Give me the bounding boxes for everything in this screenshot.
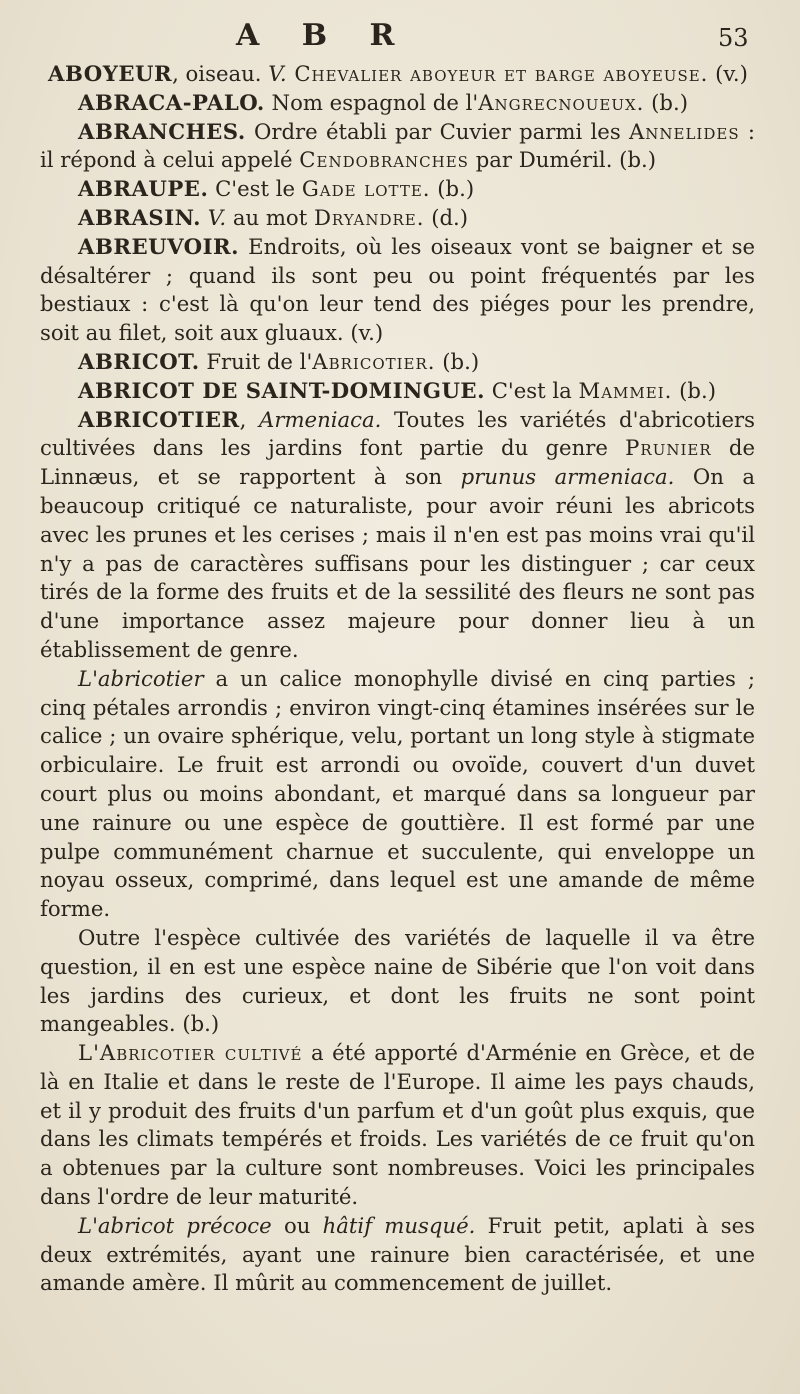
author-initial: (b.) [435, 348, 480, 374]
entry-abraupe: ABRAUPE. C'est le Gade lotte. (b.) [78, 176, 475, 202]
cross-reference: Angrecnoueux. [478, 89, 645, 115]
entry-abricot-saint-domingue: ABRICOT DE SAINT-DOMINGUE. C'est la Mammei. (b.) [78, 377, 716, 403]
headword: ABREUVOIR. [78, 233, 239, 259]
paragraph-cultivated: L'Abricotier cultivé a été apporté d'Arménie en Grèce, et de là en Italie et dans le reste de l'Europe. Il aime les pays chauds, et il y produit des fruits d'un parfum et d'un goût plus exquis, que dans les climats tempérés et froids. Les variétés de ce fruit qu'on a obtenues par la culture sont nombreuses. Voici les principales dans l'ordre de leur maturité. [40, 1040, 755, 1210]
headword: ABRANCHES. [78, 118, 246, 144]
latin-name: Armeniaca. [259, 406, 382, 432]
entry-abranches: ABRANCHES. Ordre établi par Cuvier parmi les Annelides : il répond à celui appelé Cendobranches par Duméril. (b.) [40, 118, 755, 173]
cross-reference: Prunier [625, 435, 712, 461]
running-title: A B R [236, 18, 411, 53]
cross-reference: Abricotier. [312, 348, 436, 374]
page-number: 53 [718, 24, 749, 52]
author-initial: (b.) [175, 1011, 220, 1037]
entry-aboyeur: ABOYEUR, oiseau. V. Chevalier aboyeur et barge aboyeuse. (v.) [48, 61, 748, 86]
author-initial: (b.) [644, 89, 688, 115]
page-header [0, 18, 800, 58]
headword: ABRICOT DE SAINT-DOMINGUE. [78, 377, 485, 403]
cross-reference: Gade lotte. [301, 176, 431, 202]
paragraph-varieties: Outre l'espèce cultivée des variétés de laquelle il va être question, il en est une espèce naine de Sibérie que l'on voit dans les jardins des curieux, et dont les fruits ne sont point mangeables. (b.) [40, 924, 755, 1037]
entry-abricotier: ABRICOTIER, Armeniaca. Toutes les variétés d'abricotiers cultivées dans les jardins font partie du genre Prunier de Linnæus, et se rapportent à son prunus armeniaca. On a beaucoup critiqué ce naturaliste, pour avoir réuni les abricots avec les prunes et les cerises ; mais il n'en est pas moins vrai qu'il n'y a pas de caractères suffisans pour les distinguer ; car ceux tirés de la forme des fruits et de la sessilité des fleurs ne sont pas d'une importance assez majeure pour donner lieu à un établissement de genre. [40, 406, 755, 662]
latin-name: prunus armeniaca. [460, 464, 675, 490]
headword: ABRICOT. [78, 348, 200, 374]
author-initial: (b.) [672, 377, 716, 403]
headword: ABOYEUR [48, 61, 173, 86]
cross-reference: Mammei. [578, 377, 673, 403]
cross-reference: Chevalier aboyeur et barge aboyeuse. [286, 61, 709, 86]
dictionary-text [40, 60, 755, 1298]
entry-abraca-palo: ABRACA-PALO. Nom espagnol de l'Angrecnoueux. (b.) [78, 89, 688, 115]
paragraph-precoce: L'abricot précoce ou hâtif musqué. Fruit petit, aplati à ses deux extrémités, ayant une rainure bien caractérisée, et une amande amère. Il mûrit au commencement de juillet. [40, 1212, 755, 1296]
cross-reference: Annelides [628, 118, 740, 144]
author-initial: (v.) [343, 320, 384, 346]
entry-abrasin: ABRASIN. V. au mot Dryandre. (d.) [78, 204, 469, 230]
author-initial: (b.) [612, 147, 657, 173]
author-initial: (d.) [424, 204, 469, 230]
headword: ABRACA-PALO. [78, 89, 265, 115]
cross-reference: Cendobranches [299, 147, 469, 173]
author-initial: (v.) [708, 61, 748, 86]
headword: ABRAUPE. [78, 176, 209, 202]
headword: ABRICOTIER [78, 406, 240, 432]
entry-abricot: ABRICOT. Fruit de l'Abricotier. (b.) [78, 348, 480, 374]
headword: ABRASIN. [78, 204, 201, 230]
entry-abreuvoir: ABREUVOIR. Endroits, où les oiseaux vont se baigner et se désaltérer ; quand ils sont peu ou point fréquentés par les bestiaux : c'est là qu'on leur tend des piéges pour les prendre, soit au filet, soit aux gluaux. (v.) [40, 233, 755, 346]
author-initial: (b.) [430, 176, 475, 202]
cross-reference: Dryandre. [313, 204, 425, 230]
paragraph-description: L'abricotier a un calice monophylle divisé en cinq parties ; cinq pétales arrondis ; environ vingt-cinq étamines insérées sur le calice ; un ovaire sphérique, velu, portant un long style à stigmate orbiculaire. Le fruit est arrondi ou ovoïde, couvert d'un duvet court plus ou moins abondant, et marqué dans sa longueur par une rainure ou une espèce de gouttière. Il est formé par une pulpe communément charnue et succulente, qui enveloppe un noyau osseux, comprimé, dans lequel est une amande de même forme. [40, 665, 755, 922]
